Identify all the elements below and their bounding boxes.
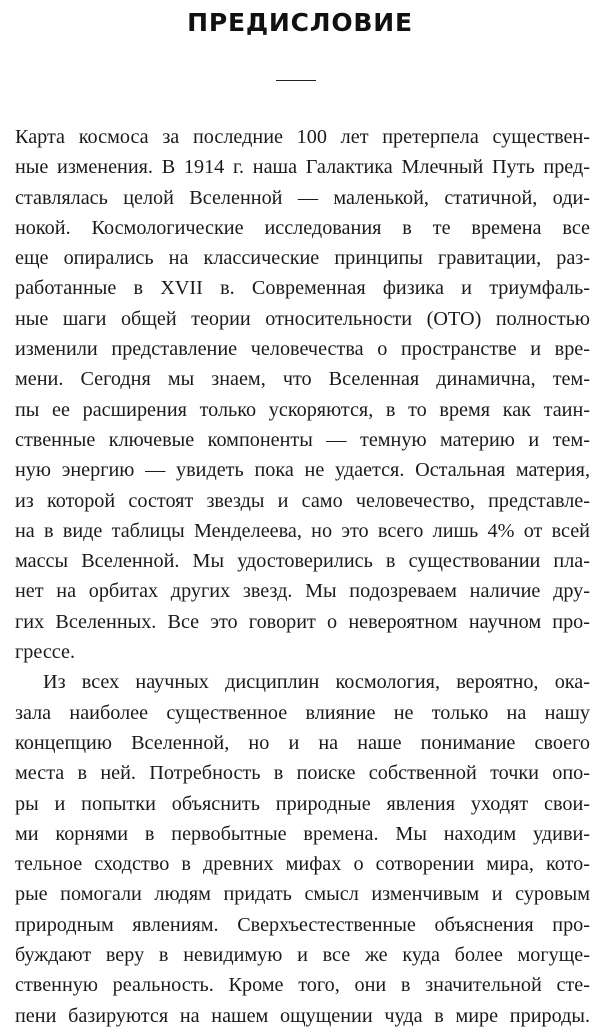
text-line: тельное сходство в древних мифах о сотворении мира, кото- <box>15 853 590 876</box>
text-line: ные изменения. В 1914 г. наша Галактика Млечный Путь пред- <box>15 156 590 179</box>
text-line: ми корнями в первобытные времена. Мы находим удиви- <box>15 822 590 845</box>
text-line: рые помогали людям придать смысл изменчивым и суровым <box>15 883 590 906</box>
text-line: ственные ключевые компоненты — темную материю и тем- <box>15 428 590 451</box>
body-text <box>15 122 590 1031</box>
text-line: гих Вселенных. Все это говорит о невероятном научном про- <box>15 610 590 633</box>
text-line: нет на орбитах других звезд. Мы подозреваем наличие дру- <box>15 580 590 603</box>
text-line: ставлялась целой Вселенной — маленькой, статичной, оди- <box>15 186 590 209</box>
text-line: из которой состоят звезды и само человечество, представле- <box>15 489 590 512</box>
text-line: природным явлениям. Сверхъестественные объяснения про- <box>15 913 590 936</box>
text-line: ные шаги общей теории относительности (ОТО) полностью <box>15 307 590 330</box>
text-line: нокой. Космологические исследования в те времена все <box>15 216 590 239</box>
text-line: грессе. <box>15 641 76 664</box>
text-line: работанные в XVII в. Современная физика и триумфаль- <box>15 277 590 300</box>
text-line: ственную реальность. Кроме того, они в значительной сте- <box>15 974 590 997</box>
text-line: пы ее расширения только ускоряются, в то время как таин- <box>15 398 590 421</box>
chapter-title: ПРЕДИСЛОВИЕ <box>187 8 413 37</box>
text-line: Карта космоса за последние 100 лет претерпела существен- <box>15 126 590 148</box>
text-line: мени. Сегодня мы знаем, что Вселенная динамична, тем- <box>15 368 590 391</box>
text-line: пени базируются на нашем ощущении чуда в мире природы. <box>15 1004 590 1027</box>
text-line: ную энергию — увидеть пока не удается. Остальная материя, <box>15 459 590 482</box>
text-line: Из всех научных дисциплин космология, вероятно, ока- <box>43 671 590 694</box>
text-line: изменили представление человечества о пространстве и вре- <box>15 338 590 361</box>
text-line: концепцию Вселенной, но и на наше понимание своего <box>15 731 590 754</box>
title-divider <box>276 80 316 81</box>
text-line: на в виде таблицы Менделеева, но это всего лишь 4% от всей <box>15 519 590 542</box>
text-line: места в ней. Потребность в поиске собственной точки опо- <box>15 762 590 785</box>
text-line: ры и попытки объяснить природные явления уходят свои- <box>15 792 590 815</box>
text-line: еще опирались на классические принципы гравитации, раз- <box>15 247 590 270</box>
text-line: зала наиболее существенное влияние не только на нашу <box>15 701 590 724</box>
text-line: массы Вселенной. Мы удостоверились в существовании пла- <box>15 550 590 573</box>
text-line: буждают веру в невидимую и все же куда более могуще- <box>15 944 590 967</box>
